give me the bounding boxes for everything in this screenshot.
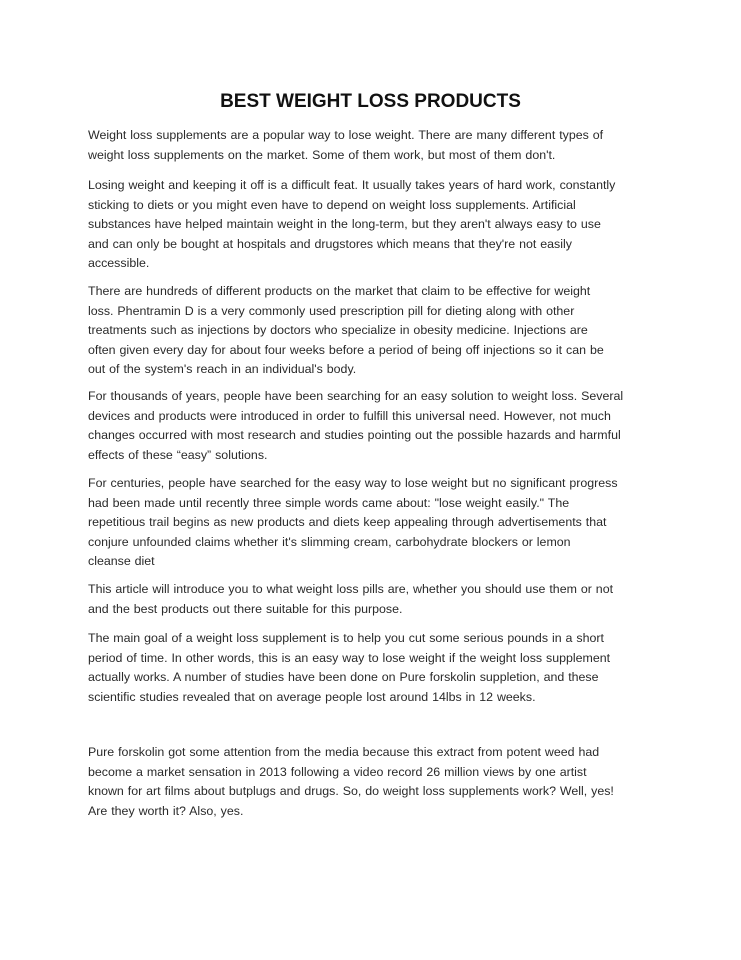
text-line: There are hundreds of different products on the market that claim to be effective for weight — [88, 284, 591, 298]
text-line: For thousands of years, people have been searching for an easy solution to weight loss. Several — [88, 389, 624, 403]
text-line: and the best products out there suitable for this purpose. — [88, 601, 403, 616]
text-line: treatments such as injections by doctors who specialize in obesity medicine. Injections are — [88, 323, 588, 338]
paragraph-article-intro — [88, 580, 658, 619]
text-line: repetitious trail begins as new products and diets keep appealing through advertisements that — [88, 515, 607, 530]
text-line: cleanse diet — [88, 554, 155, 569]
document-title: BEST WEIGHT LOSS PRODUCTS — [220, 91, 521, 112]
text-line: known for art films about butplugs and drugs. So, do weight loss supplements work? Well, yes! — [88, 784, 614, 799]
paragraph-history — [88, 387, 658, 465]
text-line: weight loss supplements on the market. Some of them work, but most of them don't. — [88, 147, 556, 162]
text-line: devices and products were introduced in order to fulfill this universal need. However, not much — [88, 408, 611, 423]
text-line: loss. Phentramin D is a very commonly used prescription pill for dieting along with other — [88, 303, 575, 318]
text-line: substances have helped maintain weight in the long-term, but they aren't always easy to use — [88, 217, 601, 232]
text-line: actually works. A number of studies have been done on Pure forskolin suppletion, and these — [88, 670, 599, 685]
text-line: conjure unfounded claims whether it's slimming cream, carbohydrate blockers or lemon — [88, 534, 571, 549]
paragraph-pure-forskolin — [88, 743, 658, 821]
text-line: and can only be bought at hospitals and drugstores which means that they're not easily — [88, 236, 572, 251]
paragraph-products — [88, 282, 658, 380]
text-line: Weight loss supplements are a popular way to lose weight. There are many different types of — [88, 128, 604, 142]
text-line: The main goal of a weight loss supplement is to help you cut some serious pounds in a short — [88, 631, 604, 645]
paragraph-intro — [88, 126, 658, 165]
text-line: For centuries, people have searched for the easy way to lose weight but no significant progress — [88, 476, 618, 490]
text-line: often given every day for about four weeks before a period of being off injections so it can be — [88, 342, 604, 357]
text-line: period of time. In other words, this is an easy way to lose weight if the weight loss supplement — [88, 650, 611, 665]
text-line: This article will introduce you to what weight loss pills are, whether you should use them or not — [88, 582, 614, 596]
text-line: become a market sensation in 2013 following a video record 26 million views by one artist — [88, 764, 587, 779]
text-line: scientific studies revealed that on average people lost around 14lbs in 12 weeks. — [88, 689, 536, 704]
text-line: Losing weight and keeping it off is a difficult feat. It usually takes years of hard work, constantly — [88, 178, 616, 192]
paragraph-losing-weight — [88, 176, 658, 274]
text-line: sticking to diets or you might even have to depend on weight loss supplements. Artificial — [88, 197, 576, 212]
text-line: accessible. — [88, 256, 150, 271]
text-line: changes occurred with most research and studies pointing out the possible hazards and harmful — [88, 428, 621, 443]
text-line: out of the system's reach in an individual's body. — [88, 362, 357, 377]
text-line: had been made until recently three simple words came about: "lose weight easily." The — [88, 495, 570, 510]
paragraph-centuries — [88, 474, 658, 572]
text-line: Pure forskolin got some attention from the media because this extract from potent weed had — [88, 745, 600, 759]
text-line: effects of these “easy” solutions. — [88, 447, 268, 462]
paragraph-main-goal — [88, 629, 658, 707]
text-line: Are they worth it? Also, yes. — [88, 803, 244, 818]
